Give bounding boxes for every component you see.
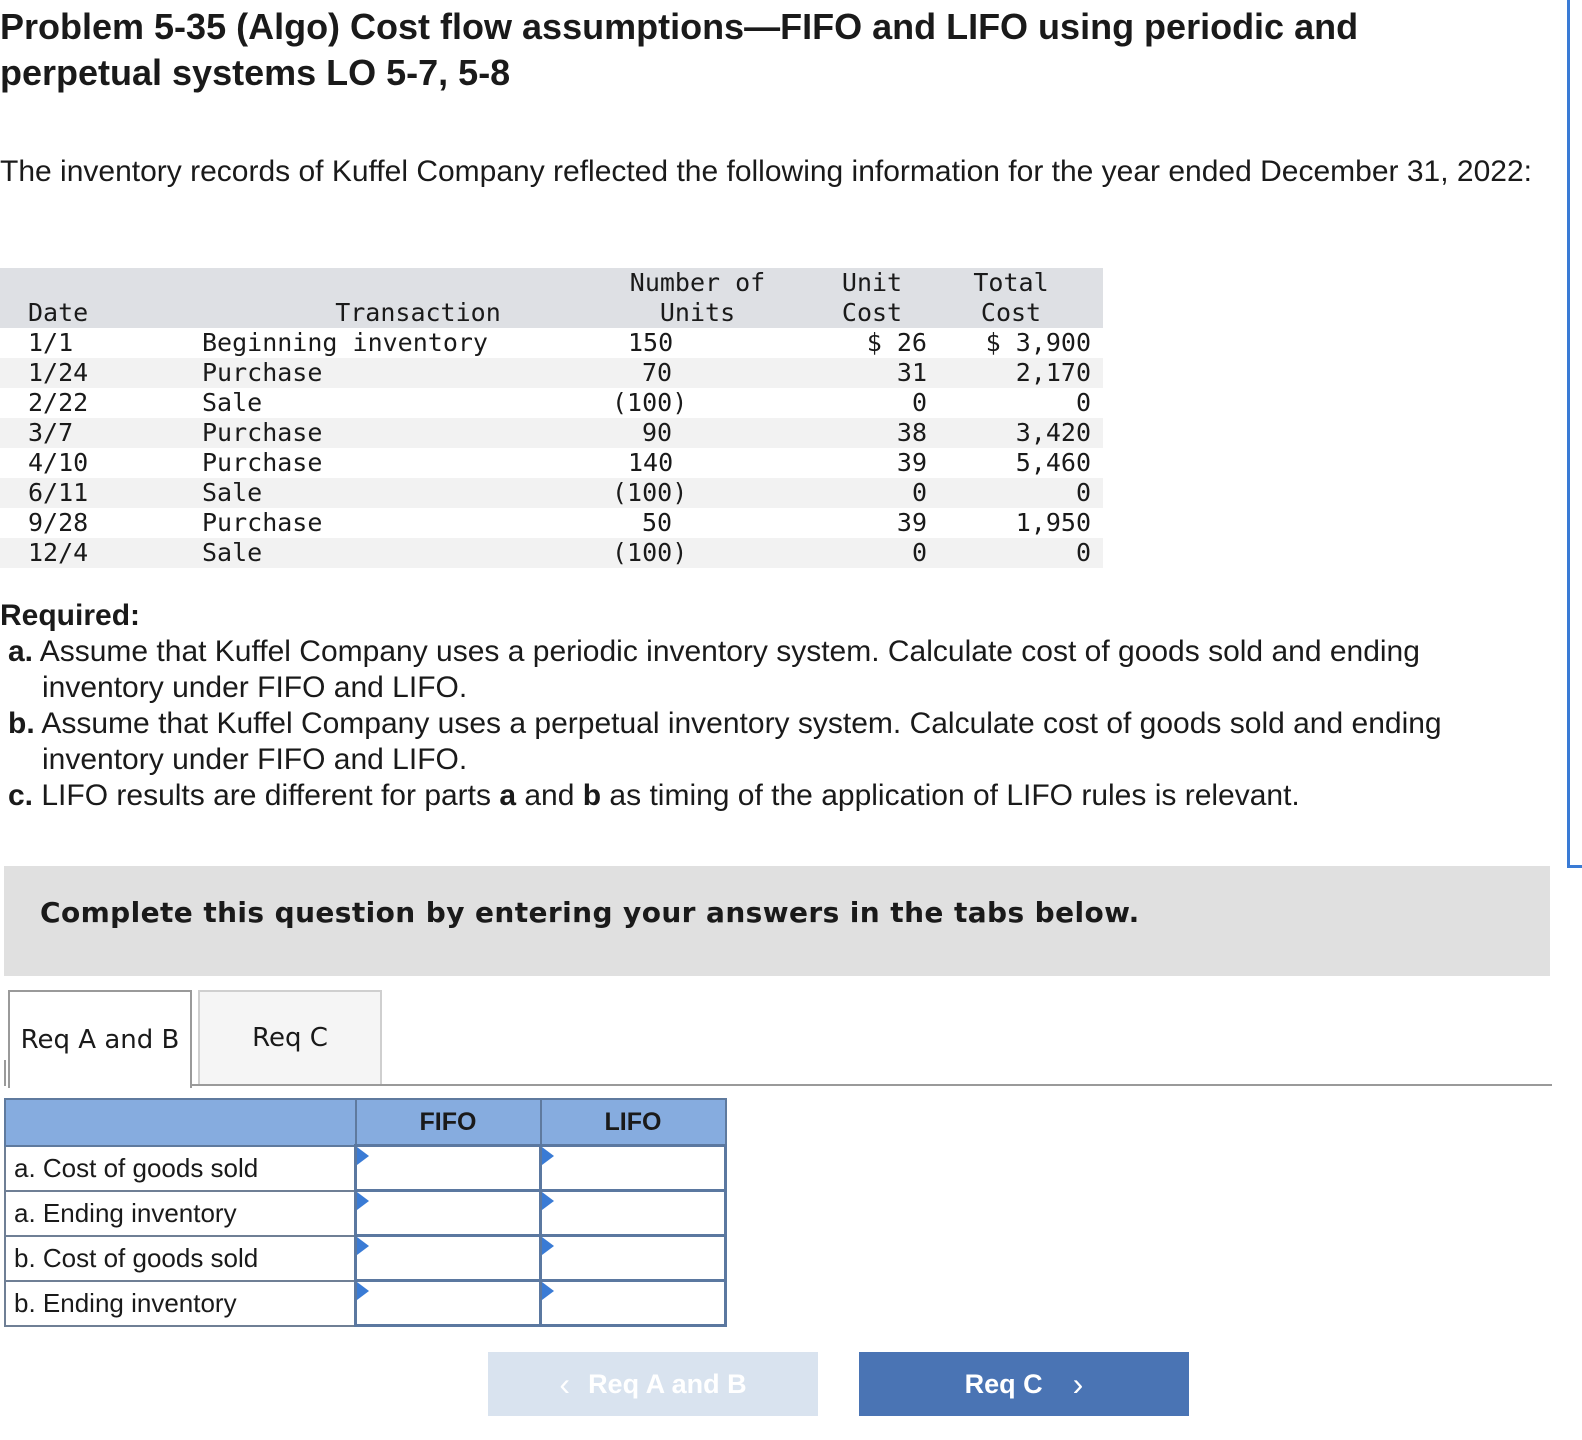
cell-total-cost: $ 3,900 — [985, 328, 1091, 357]
cell-transaction: Sale — [202, 478, 578, 508]
answer-header-lifo: LIFO — [541, 1099, 726, 1146]
cell-date: 2/22 — [28, 388, 89, 417]
answer-table — [4, 1098, 727, 1327]
table-row — [0, 388, 1103, 418]
table-row — [5, 1236, 726, 1281]
requirement-text: Assume that Kuffel Company uses a periodic inventory system. Calculate cost of goods sold and ending inventory under FIFO and LIFO. — [39, 635, 1420, 704]
problem-intro: The inventory records of Kuffel Company reflected the following information for the year ended December 31, 2022: — [0, 155, 1532, 188]
cell-date: 4/10 — [28, 448, 89, 477]
cell-units: (100) — [578, 538, 817, 568]
requirement-a — [4, 634, 1540, 706]
tab-req-a-and-b[interactable] — [8, 990, 192, 1088]
col-header-transaction: Transaction — [202, 268, 578, 328]
cell-transaction: Purchase — [202, 448, 323, 477]
row-label: b. Ending inventory — [5, 1281, 356, 1326]
cell-transaction: Purchase — [202, 508, 323, 537]
a-cogs-fifo-input[interactable] — [357, 1147, 539, 1189]
input-marker-icon — [542, 1237, 554, 1255]
row-label: a. Cost of goods sold — [5, 1146, 356, 1191]
cell-date: 6/11 — [0, 478, 202, 508]
cell-total-cost: 0 — [931, 538, 1103, 568]
a-ending-inventory-lifo-input[interactable] — [542, 1192, 724, 1234]
answer-header-fifo: FIFO — [356, 1099, 541, 1146]
prev-tab-button[interactable] — [488, 1352, 818, 1416]
table-row — [0, 538, 1103, 568]
input-marker-icon — [357, 1237, 369, 1255]
instruction-banner — [4, 866, 1550, 976]
cell-units: (100) — [578, 478, 817, 508]
col-header-total-cost: Total Cost — [931, 268, 1103, 328]
cell-unit-cost: 38 — [817, 418, 931, 448]
cell-total-cost: 1,950 — [1015, 508, 1091, 537]
tab-label: Req C — [252, 1023, 328, 1053]
cell-transaction: Sale — [202, 388, 263, 417]
cell-total-cost: 2,170 — [931, 358, 1103, 388]
chevron-left-icon: ‹ — [559, 1365, 571, 1402]
row-label: b. Cost of goods sold — [5, 1236, 356, 1281]
cell-unit-cost: 0 — [817, 538, 931, 568]
cell-transaction: Purchase — [202, 358, 578, 388]
requirement-letter: b. — [8, 707, 35, 740]
requirement-c: c. LIFO results are different for parts a and b as timing of the application of LIFO rules is relevant. — [8, 779, 1300, 812]
input-marker-icon — [542, 1147, 554, 1165]
table-row — [0, 418, 1103, 448]
cell-date: 1/24 — [0, 358, 202, 388]
cell-unit-cost: 39 — [896, 508, 927, 537]
cell-total-cost: 0 — [931, 478, 1103, 508]
required-section — [0, 598, 1540, 814]
tab-underline — [192, 1084, 1552, 1086]
content-right-border — [1567, 0, 1570, 868]
lifo-cell — [541, 1236, 726, 1281]
fifo-cell — [356, 1191, 541, 1236]
table-row — [5, 1281, 726, 1326]
cell-unit-cost: $ 26 — [866, 328, 927, 357]
cell-units: 50 — [642, 508, 673, 537]
cell-units: 90 — [578, 418, 817, 448]
col-header-units: Number of Units — [578, 268, 817, 328]
col-header-unit-cost: Unit Cost — [817, 268, 931, 328]
tab-label: Req A and B — [20, 1025, 180, 1055]
table-row — [5, 1146, 726, 1191]
fifo-cell — [356, 1146, 541, 1191]
next-tab-label: Req C — [964, 1368, 1043, 1399]
input-marker-icon — [357, 1147, 369, 1165]
next-tab-button[interactable] — [859, 1352, 1189, 1416]
b-ending-inventory-lifo-input[interactable] — [542, 1282, 724, 1324]
a-ending-inventory-fifo-input[interactable] — [357, 1192, 539, 1234]
cell-units: 70 — [578, 358, 817, 388]
tab-req-c[interactable] — [198, 990, 382, 1086]
requirement-text: Assume that Kuffel Company uses a perpetual inventory system. Calculate cost of goods sold and ending inventory under FIFO and LIFO. — [41, 707, 1442, 776]
cell-units: (100) — [612, 388, 688, 417]
requirement-letter: c. — [8, 779, 34, 812]
lifo-cell — [541, 1191, 726, 1236]
table-row — [5, 1191, 726, 1236]
cell-date: 9/28 — [28, 508, 89, 537]
input-marker-icon — [542, 1192, 554, 1210]
b-ending-inventory-fifo-input[interactable] — [357, 1282, 539, 1324]
col-header-date: Date — [0, 268, 202, 328]
requirement-b — [4, 706, 1540, 778]
cell-unit-cost: 0 — [911, 388, 927, 417]
a-cogs-lifo-input[interactable] — [542, 1147, 724, 1189]
tab-left-edge — [4, 1060, 6, 1086]
table-row — [0, 358, 1103, 388]
prev-tab-label: Req A and B — [588, 1368, 747, 1399]
requirement-letter: a. — [8, 635, 34, 668]
cell-date: 12/4 — [0, 538, 202, 568]
instruction-text: Complete this question by entering your answers in the tabs below. — [40, 896, 1140, 929]
table-row — [0, 448, 1103, 478]
cell-unit-cost: 31 — [817, 358, 931, 388]
cell-date: 3/7 — [0, 418, 202, 448]
fifo-cell — [356, 1281, 541, 1326]
answer-header-row — [5, 1099, 726, 1146]
fifo-cell — [356, 1236, 541, 1281]
input-marker-icon — [542, 1282, 554, 1300]
inventory-table — [0, 268, 1103, 568]
cell-total-cost: 0 — [1075, 388, 1091, 417]
inventory-table-header-row — [0, 268, 1103, 328]
content-right-border-foot — [1567, 865, 1582, 868]
cell-date: 1/1 — [28, 328, 74, 357]
table-row — [0, 328, 1103, 358]
cell-total-cost: 5,460 — [1015, 448, 1091, 477]
cell-units: 140 — [628, 448, 674, 477]
cell-units: 150 — [628, 328, 674, 357]
lifo-cell — [541, 1146, 726, 1191]
required-heading: Required: — [0, 599, 141, 632]
input-marker-icon — [357, 1192, 369, 1210]
b-cogs-fifo-input[interactable] — [357, 1237, 539, 1279]
cell-total-cost: 3,420 — [931, 418, 1103, 448]
lifo-cell — [541, 1281, 726, 1326]
table-row — [0, 508, 1103, 538]
cell-transaction: Sale — [202, 538, 578, 568]
row-label: a. Ending inventory — [5, 1191, 356, 1236]
chevron-right-icon: › — [1072, 1365, 1084, 1402]
b-cogs-lifo-input[interactable] — [542, 1237, 724, 1279]
cell-transaction: Beginning inventory — [202, 328, 488, 357]
cell-transaction: Purchase — [202, 418, 578, 448]
table-row — [0, 478, 1103, 508]
cell-unit-cost: 39 — [896, 448, 927, 477]
answer-header-blank — [5, 1099, 356, 1146]
input-marker-icon — [357, 1282, 369, 1300]
problem-title: Problem 5-35 (Algo) Cost flow assumptions—FIFO and LIFO using periodic and perpetual systems LO 5-7, 5-8 — [0, 6, 1359, 93]
cell-unit-cost: 0 — [817, 478, 931, 508]
